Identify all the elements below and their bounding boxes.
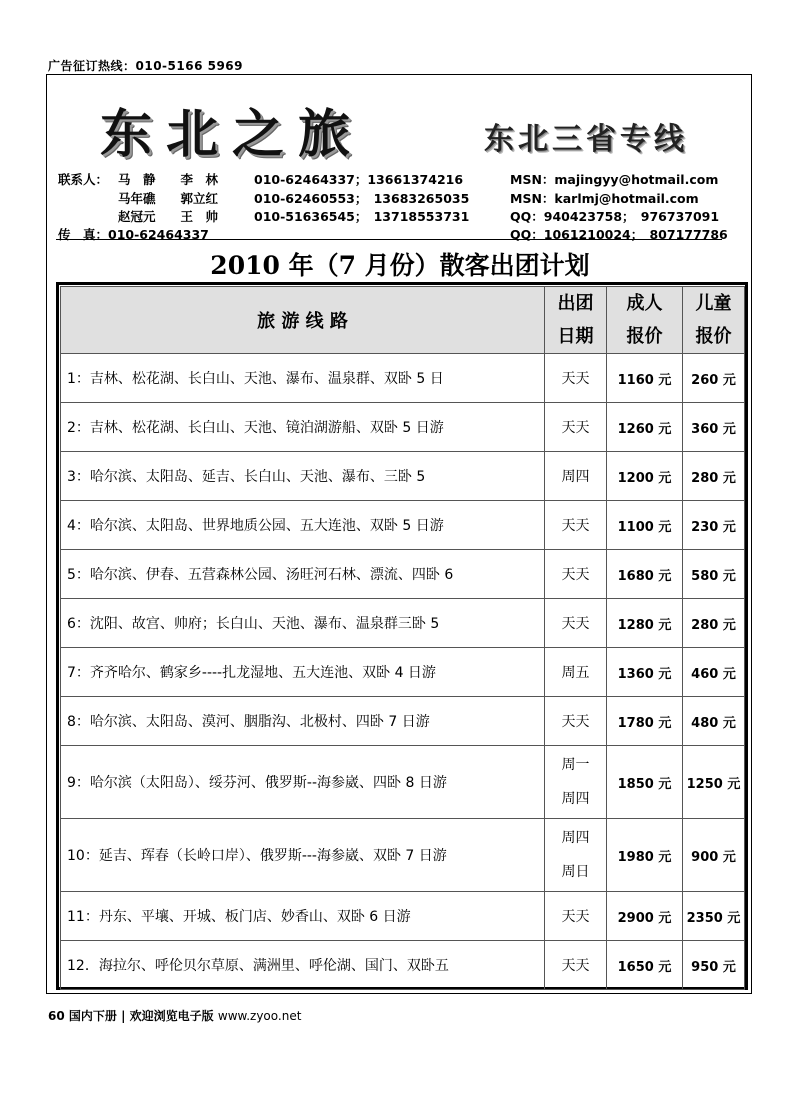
- header-days-bottom: 日期: [557, 326, 594, 347]
- header-days-top: 出团: [557, 293, 594, 314]
- route-cell: 12．海拉尔、呼伦贝尔草原、满洲里、呼伦湖、国门、双卧五: [61, 941, 545, 990]
- footer-slogan: 欢迎浏览电子版: [129, 1009, 214, 1023]
- adult-price-cell: 1680 元: [607, 550, 683, 599]
- days-cell: [545, 501, 607, 550]
- route-cell: 5：哈尔滨、伊春、五营森林公园、汤旺河石林、漂流、四卧 6: [61, 550, 545, 599]
- adult-price-cell: 1160 元: [607, 354, 683, 403]
- child-price-cell: 360 元: [683, 403, 745, 452]
- route-cell: 9：哈尔滨（太阳岛）、绥芬河、俄罗斯--海参崴、四卧 8 日游: [61, 746, 545, 819]
- child-price-cell: 280 元: [683, 452, 745, 501]
- page-number: 60: [48, 1009, 65, 1023]
- departure-day: 周四: [561, 830, 590, 846]
- departure-day: 天天: [561, 958, 590, 974]
- days-cell: [545, 403, 607, 452]
- child-price-cell: 460 元: [683, 648, 745, 697]
- slogan: 东北三省专线: [484, 122, 688, 157]
- child-price-cell: 580 元: [683, 550, 745, 599]
- days-cell: [545, 648, 607, 697]
- table-row: [61, 648, 745, 697]
- route-cell: 1：吉林、松花湖、长白山、天池、瀑布、温泉群、双卧 5 日: [61, 354, 545, 403]
- adult-price-cell: 1980 元: [607, 819, 683, 892]
- route-cell: 3：哈尔滨、太阳岛、延吉、长白山、天池、瀑布、三卧 5: [61, 452, 545, 501]
- table-row: [61, 819, 745, 892]
- child-price-cell: 260 元: [683, 354, 745, 403]
- header-child-top: 儿童: [695, 293, 732, 314]
- table-row: [61, 452, 745, 501]
- days-cell: [545, 746, 607, 819]
- route-cell: 4：哈尔滨、太阳岛、世界地质公园、五大连池、双卧 5 日游: [61, 501, 545, 550]
- contact-im-3: QQ：940423758； 976737091: [510, 209, 720, 224]
- header-adult-bottom: 报价: [626, 326, 663, 347]
- fax: 传 真：010-62464337: [58, 227, 209, 242]
- adult-price-cell: 2900 元: [607, 892, 683, 941]
- contact-names-3: 赵冠元 王 帅: [118, 209, 219, 224]
- header-route: 旅 游 线 路: [61, 287, 545, 354]
- header-adult-top: 成人: [626, 293, 663, 314]
- table-row: [61, 892, 745, 941]
- contact-names-1: 马 静 李 林: [118, 172, 219, 187]
- departure-day: 天天: [561, 371, 590, 387]
- table-row: [61, 403, 745, 452]
- table-row: [61, 746, 745, 819]
- departure-day: 周五: [561, 665, 590, 681]
- child-price-cell: 480 元: [683, 697, 745, 746]
- logo-title: 东北之旅: [100, 104, 365, 165]
- departure-day: 周日: [561, 864, 590, 880]
- adult-price-cell: 1200 元: [607, 452, 683, 501]
- child-price-cell: 950 元: [683, 941, 745, 990]
- contact-names-2: 马年礁 郭立红: [118, 191, 219, 206]
- page-footer: [48, 1007, 301, 1024]
- departure-day: 周一: [561, 757, 590, 773]
- days-cell: [545, 354, 607, 403]
- ad-hotline: 广告征订热线：010-5166 5969: [48, 59, 244, 73]
- departure-day: 天天: [561, 714, 590, 730]
- days-cell: [545, 599, 607, 648]
- route-cell: 11：丹东、平壤、开城、板门店、妙香山、双卧 6 日游: [61, 892, 545, 941]
- header-adult: [607, 287, 683, 354]
- contact-divider: [56, 239, 722, 240]
- route-cell: 10：延吉、珲春（长岭口岸）、俄罗斯---海参崴、双卧 7 日游: [61, 819, 545, 892]
- contact-im-2: MSN：karlmj@hotmail.com: [510, 191, 699, 206]
- child-price-cell: 1250 元: [683, 746, 745, 819]
- contact-phones-1: 010-62464337；13661374216: [254, 172, 464, 187]
- departure-day: 天天: [561, 909, 590, 925]
- days-cell: [545, 697, 607, 746]
- days-cell: [545, 819, 607, 892]
- adult-price-cell: 1780 元: [607, 697, 683, 746]
- table-row: [61, 599, 745, 648]
- adult-price-cell: 1100 元: [607, 501, 683, 550]
- route-cell: 2：吉林、松花湖、长白山、天池、镜泊湖游船、双卧 5 日游: [61, 403, 545, 452]
- contact-im-1: MSN：majingyy@hotmail.com: [510, 172, 719, 187]
- table-row: [61, 354, 745, 403]
- adult-price-cell: 1260 元: [607, 403, 683, 452]
- contact-label: 联系人：: [58, 172, 109, 187]
- departure-day: 天天: [561, 420, 590, 436]
- table-row: [61, 501, 745, 550]
- footer-url: www.zyoo.net: [217, 1009, 302, 1023]
- adult-price-cell: 1650 元: [607, 941, 683, 990]
- footer-separator: |: [121, 1009, 126, 1023]
- contact-qq-2: QQ：1061210024； 807177786: [510, 227, 728, 242]
- tour-plan-table: [60, 286, 745, 990]
- child-price-cell: 280 元: [683, 599, 745, 648]
- departure-day: 周四: [561, 791, 590, 807]
- days-cell: [545, 892, 607, 941]
- adult-price-cell: 1360 元: [607, 648, 683, 697]
- footer-section: 国内下册: [68, 1009, 117, 1023]
- route-cell: 6：沈阳、故宫、帅府；长白山、天池、瀑布、温泉群三卧 5: [61, 599, 545, 648]
- contact-phones-2: 010-62460553； 13683265035: [254, 191, 470, 206]
- child-price-cell: 230 元: [683, 501, 745, 550]
- route-cell: 8：哈尔滨、太阳岛、漠河、胭脂沟、北极村、四卧 7 日游: [61, 697, 545, 746]
- days-cell: [545, 452, 607, 501]
- adult-price-cell: 1280 元: [607, 599, 683, 648]
- table-row: [61, 697, 745, 746]
- adult-price-cell: 1850 元: [607, 746, 683, 819]
- days-cell: [545, 550, 607, 599]
- departure-day: 天天: [561, 567, 590, 583]
- header-child-bottom: 报价: [695, 326, 732, 347]
- header-child: [683, 287, 745, 354]
- table-row: [61, 941, 745, 990]
- child-price-cell: 900 元: [683, 819, 745, 892]
- departure-day: 天天: [561, 616, 590, 632]
- child-price-cell: 2350 元: [683, 892, 745, 941]
- days-cell: [545, 941, 607, 990]
- header-days: [545, 287, 607, 354]
- contact-phones-3: 010-51636545； 13718553731: [254, 209, 470, 224]
- table-row: [61, 550, 745, 599]
- route-cell: 7：齐齐哈尔、鹤家乡----扎龙湿地、五大连池、双卧 4 日游: [61, 648, 545, 697]
- plan-title: 2010 年（7 月份）散客出团计划: [210, 251, 590, 280]
- departure-day: 周四: [561, 469, 590, 485]
- table-header-row: [61, 287, 745, 354]
- departure-day: 天天: [561, 518, 590, 534]
